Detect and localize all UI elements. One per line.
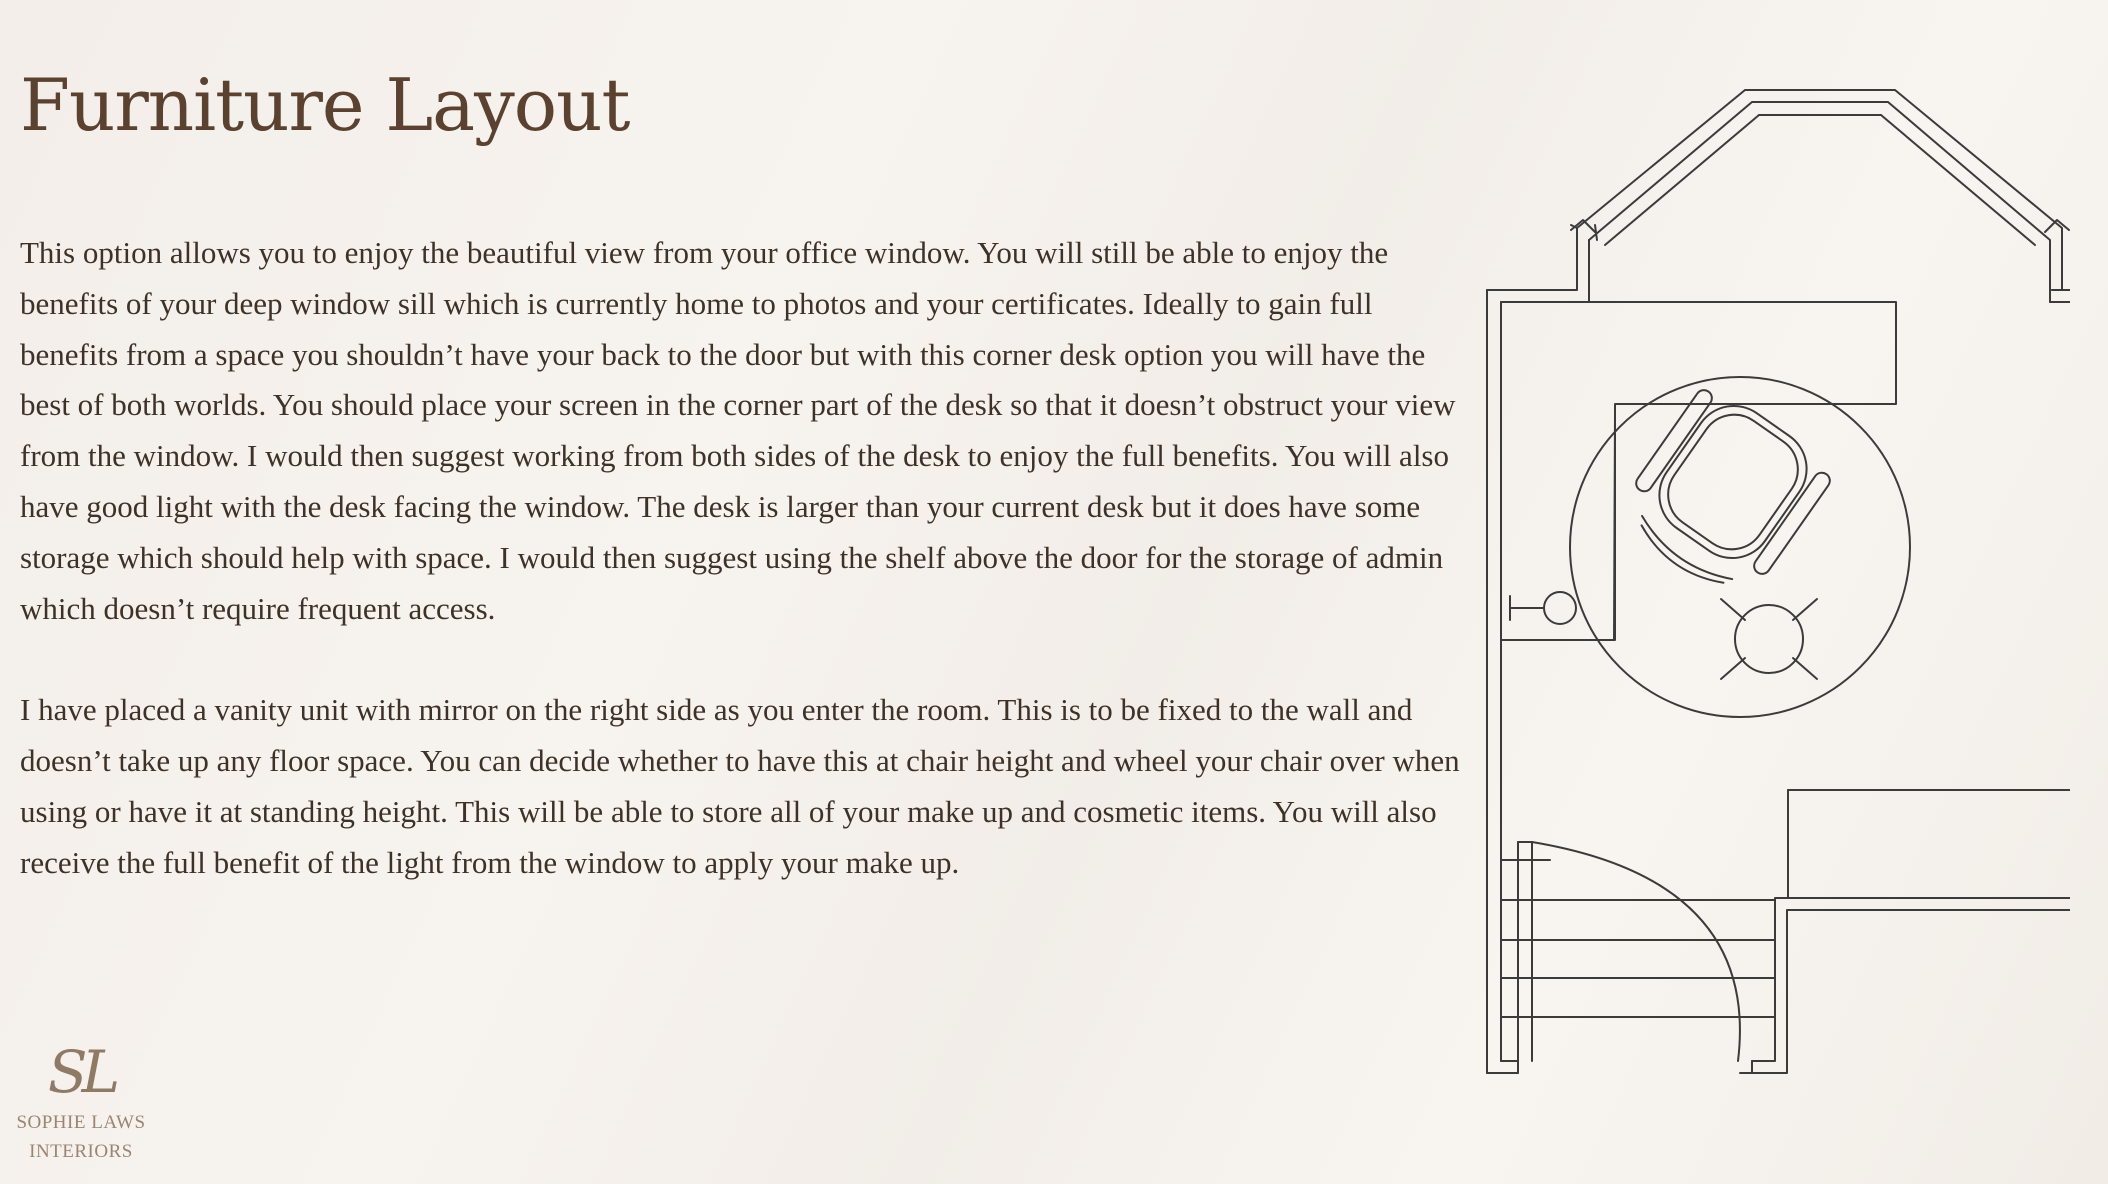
door [1518, 842, 1740, 1061]
floor-plan-drawing-icon [1470, 80, 2070, 1080]
paragraph-desk-option: This option allows you to enjoy the beautiful view from your office window. You will still be able to enjoy the benefits of your deep window sill which is currently home to photos and your certificates. Ideally to gain full benefits from a space you shouldn’t have your back to the door but with this corner desk option you will have the best of both worlds. You should place your screen in the corner part of the desk so that it doesn’t obstruct your view from the window. I would then suggest working from both sides of the desk to enjoy the full benefits. You will also have good light with the desk facing the window. The desk is larger than your current desk but it does have some storage which should help with space. I would then suggest using the shelf above the door for the storage of admin which doesn’t require frequent access. [20, 235, 1456, 626]
monogram-logo-icon: SL [47, 1038, 115, 1106]
logo-line-2: INTERIORS [29, 1141, 133, 1162]
paragraph-vanity-unit: I have placed a vanity unit with mirror on the right side as you enter the room. This is to be fixed to the wall and doesn’t take up any floor space. You can decide whether to have this at chair height and wheel your chair over when using or have it at standing height. This will be able to store all of your make up and cosmetic items. You will also receive the full benefit of the light from the window to apply your make up. [20, 692, 1460, 880]
brand-logo [0, 1036, 162, 1166]
rug [1570, 377, 1910, 717]
corner-desk [1501, 302, 1896, 640]
wall-switch [1510, 592, 1576, 624]
light-fitting [1721, 599, 1817, 679]
desk-chair [1610, 379, 1839, 610]
logo-line-1: SOPHIE LAWS [16, 1112, 146, 1133]
body-copy [20, 228, 1460, 888]
stairs [1501, 860, 1775, 1017]
page-title: Furniture Layout [20, 63, 630, 147]
room-walls [1487, 290, 2070, 1073]
